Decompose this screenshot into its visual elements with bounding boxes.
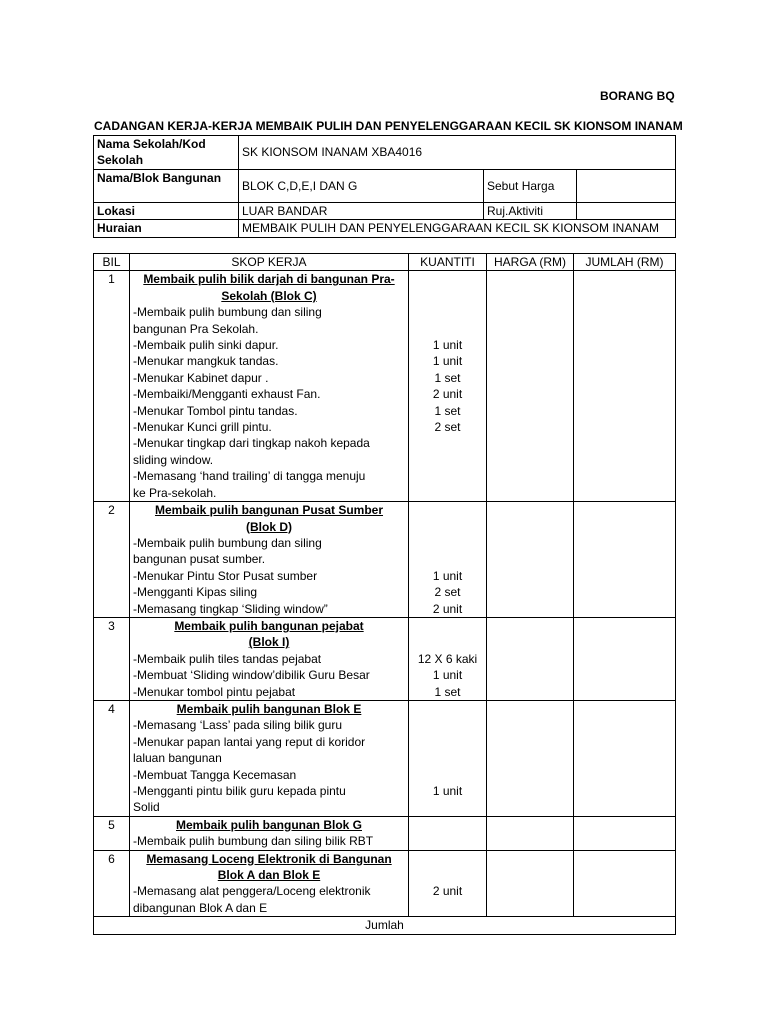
scope-line: -Memasang alat penggera/Loceng elektronik bbox=[133, 884, 371, 899]
quantity-value bbox=[412, 767, 483, 783]
info-table bbox=[93, 135, 676, 238]
item-price bbox=[487, 502, 574, 618]
item-price bbox=[487, 271, 574, 502]
scope-line: -Menukar papan lantai yang reput di koridor bbox=[133, 734, 366, 749]
quantity-value: 1 unit bbox=[432, 668, 463, 683]
item-price bbox=[487, 850, 574, 917]
quantity-value: 1 set bbox=[434, 370, 461, 385]
scope-line: bangunan Pra Sekolah. bbox=[133, 321, 259, 336]
scope-line: -Menukar tombol pintu pejabat bbox=[133, 684, 296, 699]
table-row bbox=[94, 502, 676, 618]
scope-line: dibangunan Blok A dan E bbox=[133, 900, 268, 915]
item-price bbox=[487, 700, 574, 816]
scope-line: -Membuat Tangga Kecemasan bbox=[133, 767, 297, 782]
location-value: LUAR BANDAR bbox=[239, 202, 484, 219]
document-title: CADANGAN KERJA-KERJA MEMBAIK PULIH DAN PENYELENGGARAAN KECIL SK KIONSOM INANAM bbox=[94, 119, 683, 133]
item-amount bbox=[574, 271, 676, 502]
item-number: 3 bbox=[94, 617, 130, 700]
col-price: HARGA (RM) bbox=[487, 254, 574, 271]
scope-line: laluan bangunan bbox=[133, 751, 222, 766]
item-heading: Membaik pulih bangunan Blok G bbox=[175, 817, 362, 832]
item-heading: (Blok D) bbox=[246, 519, 292, 534]
scope-line: -Membaik pulih bumbung dan siling bilik RBT bbox=[133, 834, 374, 849]
scope-line: -Menukar Kunci grill pintu. bbox=[133, 420, 272, 435]
scope-line: ke Pra-sekolah. bbox=[133, 485, 217, 500]
item-price bbox=[487, 617, 574, 700]
item-quantity bbox=[409, 271, 487, 502]
scope-line: -Membaik pulih bumbung dan siling bbox=[133, 305, 322, 320]
quantity-value: 1 unit bbox=[432, 354, 463, 369]
item-amount bbox=[574, 850, 676, 917]
scope-line: sliding window. bbox=[133, 452, 214, 467]
scope-line: -Memasang ‘hand trailing’ di tangga menuju bbox=[133, 469, 366, 484]
quantity-value: 2 unit bbox=[432, 387, 463, 402]
item-heading: (Blok I) bbox=[248, 635, 290, 650]
item-scope bbox=[130, 617, 409, 700]
item-quantity bbox=[409, 850, 487, 917]
scope-line: -Mengganti pintu bilik guru kepada pintu bbox=[133, 784, 346, 798]
table-row bbox=[94, 271, 676, 502]
quantity-value bbox=[412, 535, 483, 551]
scope-line: -Membaik pulih tiles tandas pejabat bbox=[133, 651, 322, 666]
item-number: 5 bbox=[94, 816, 130, 850]
scope-line: bangunan pusat sumber. bbox=[133, 552, 266, 567]
quantity-value bbox=[412, 900, 483, 916]
item-amount bbox=[574, 816, 676, 850]
quantity-value bbox=[412, 551, 483, 567]
quantity-value bbox=[412, 717, 483, 733]
item-number: 1 bbox=[94, 271, 130, 502]
item-amount bbox=[574, 700, 676, 816]
form-code: BORANG BQ bbox=[600, 89, 675, 103]
item-scope bbox=[130, 850, 409, 917]
table-row bbox=[94, 816, 676, 850]
bq-body bbox=[94, 271, 676, 934]
quote-value bbox=[577, 169, 676, 202]
quantity-value bbox=[412, 734, 483, 750]
item-quantity bbox=[409, 816, 487, 850]
quantity-value bbox=[412, 485, 483, 501]
item-scope bbox=[130, 700, 409, 816]
building-label: Nama/Blok Bangunan bbox=[94, 169, 239, 202]
item-heading: Membaik pulih bilik darjah di bangunan Pra- bbox=[143, 272, 395, 287]
total-row bbox=[94, 917, 676, 934]
school-label: Nama Sekolah/Kod Sekolah bbox=[94, 136, 239, 170]
school-value: SK KIONSOM INANAM XBA4016 bbox=[239, 136, 676, 170]
quantity-value: 2 unit bbox=[432, 601, 463, 616]
quantity-value bbox=[412, 750, 483, 766]
table-row bbox=[94, 617, 676, 700]
quantity-value: 2 set bbox=[434, 420, 461, 435]
ref-value bbox=[577, 202, 676, 219]
quantity-value: 2 set bbox=[434, 585, 461, 600]
item-scope bbox=[130, 816, 409, 850]
item-number: 4 bbox=[94, 700, 130, 816]
col-scope: SKOP KERJA bbox=[130, 254, 409, 271]
item-number: 6 bbox=[94, 850, 130, 917]
quantity-value: 12 X 6 kaki bbox=[417, 651, 478, 666]
item-quantity bbox=[409, 700, 487, 816]
col-qty: KUANTITI bbox=[409, 254, 487, 271]
table-row bbox=[94, 700, 676, 816]
quantity-value bbox=[412, 468, 483, 484]
quantity-value bbox=[412, 452, 483, 468]
scope-line: -Memasang ‘Lass’ pada siling bilik guru bbox=[133, 718, 342, 733]
building-value: BLOK C,D,E,I DAN G bbox=[239, 169, 484, 202]
scope-line: -Mengganti Kipas siling bbox=[133, 585, 258, 600]
scope-line: -Menukar Tombol pintu tandas. bbox=[133, 403, 298, 418]
item-amount bbox=[574, 617, 676, 700]
description-label: Huraian bbox=[94, 220, 239, 237]
item-heading: Membaik pulih bangunan pejabat bbox=[174, 618, 364, 633]
quantity-value: 1 set bbox=[434, 403, 461, 418]
quantity-value bbox=[412, 799, 483, 815]
item-scope bbox=[130, 502, 409, 618]
item-scope bbox=[130, 271, 409, 502]
item-amount bbox=[574, 502, 676, 618]
quantity-value: 1 set bbox=[434, 684, 461, 699]
location-label: Lokasi bbox=[94, 202, 239, 219]
quantity-value: 1 unit bbox=[432, 784, 463, 798]
scope-line: -Menukar Kabinet dapur . bbox=[133, 370, 269, 385]
item-quantity bbox=[409, 502, 487, 618]
scope-line: -Membaiki/Mengganti exhaust Fan. bbox=[133, 387, 321, 402]
scope-line: Solid bbox=[133, 800, 160, 815]
scope-line: -Membuat ‘Sliding window’dibilik Guru Besar bbox=[133, 668, 370, 683]
total-label: Jumlah bbox=[94, 917, 676, 934]
scope-line: -Menukar mangkuk tandas. bbox=[133, 354, 279, 369]
scope-line: -Menukar tingkap dari tingkap nakoh kepada bbox=[133, 436, 370, 451]
bq-table bbox=[93, 253, 676, 935]
ref-label: Ruj.Aktiviti bbox=[484, 202, 577, 219]
quantity-value: 1 unit bbox=[432, 338, 463, 353]
table-row bbox=[94, 850, 676, 917]
quantity-value bbox=[412, 304, 483, 320]
item-heading: Blok A dan Blok E bbox=[217, 868, 321, 883]
scope-line: -Membaik pulih sinki dapur. bbox=[133, 338, 279, 353]
quantity-value: 2 unit bbox=[432, 884, 463, 899]
col-amount: JUMLAH (RM) bbox=[574, 254, 676, 271]
item-quantity bbox=[409, 617, 487, 700]
quantity-value bbox=[412, 435, 483, 451]
description-value: MEMBAIK PULIH DAN PENYELENGGARAAN KECIL SK KIONSOM INANAM bbox=[239, 220, 676, 237]
quote-label: Sebut Harga bbox=[484, 169, 577, 202]
item-heading: Sekolah (Blok C) bbox=[221, 288, 317, 303]
quantity-value bbox=[412, 833, 483, 849]
item-heading: Memasang Loceng Elektronik di Bangunan bbox=[146, 851, 392, 866]
scope-line: -Memasang tingkap ‘Sliding window” bbox=[133, 601, 328, 616]
item-heading: Membaik pulih bangunan Blok E bbox=[176, 701, 362, 716]
scope-line: -Membaik pulih bumbung dan siling bbox=[133, 535, 322, 550]
col-bil: BIL bbox=[94, 254, 130, 271]
quantity-value: 1 unit bbox=[432, 568, 463, 583]
item-heading: Membaik pulih bangunan Pusat Sumber bbox=[154, 503, 384, 518]
item-number: 2 bbox=[94, 502, 130, 618]
scope-line: -Menukar Pintu Stor Pusat sumber bbox=[133, 568, 318, 583]
item-price bbox=[487, 816, 574, 850]
quantity-value bbox=[412, 321, 483, 337]
